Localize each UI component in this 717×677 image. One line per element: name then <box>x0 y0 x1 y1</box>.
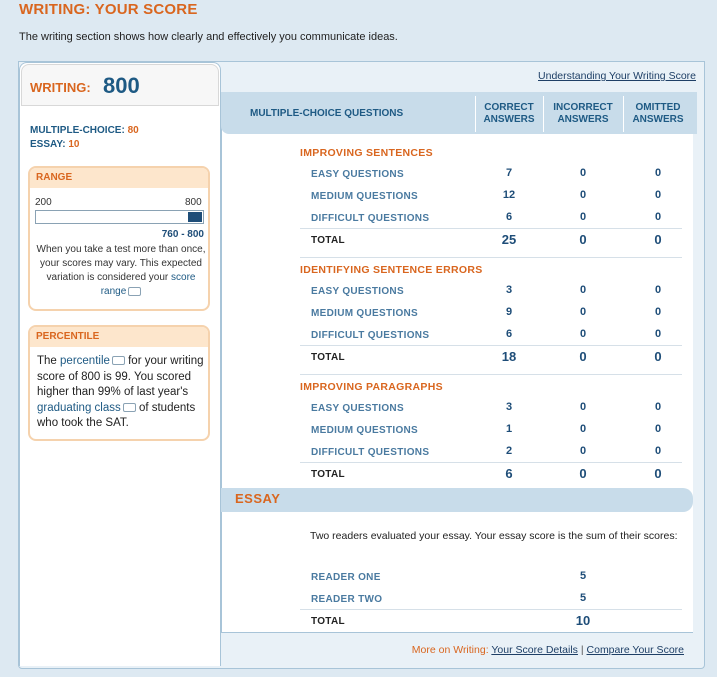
reader-two-label: READER TWO <box>311 594 383 605</box>
incorrect-value: 0 <box>579 328 587 340</box>
header-incorrect: INCORRECT ANSWERS <box>553 102 613 125</box>
percentile-text-mid: for your writing score of 800 is 99. You scored higher than 99% of last year's <box>37 355 204 398</box>
row-divider <box>300 462 682 463</box>
percentile-heading: PERCENTILE <box>30 327 208 347</box>
range-max: 800 <box>185 197 202 208</box>
section-title: IMPROVING SENTENCES <box>300 147 433 159</box>
range-heading: RANGE <box>30 168 208 188</box>
correct-value: 6 <box>505 211 513 223</box>
incorrect-value: 0 <box>579 306 587 318</box>
omitted-value: 0 <box>654 445 662 457</box>
total-incorrect: 0 <box>579 466 587 481</box>
omitted-value: 0 <box>654 189 662 201</box>
row-label: DIFFICULT QUESTIONS <box>311 213 430 224</box>
section-title: IMPROVING PARAGRAPHS <box>300 381 443 393</box>
range-min: 200 <box>35 197 52 208</box>
total-omitted: 0 <box>654 232 662 247</box>
incorrect-value: 0 <box>579 167 587 179</box>
total-omitted: 0 <box>654 349 662 364</box>
row-label: EASY QUESTIONS <box>311 169 404 180</box>
page-description: The writing section shows how clearly and effectively you communicate ideas. <box>19 31 398 43</box>
range-marker <box>188 212 202 222</box>
total-label: TOTAL <box>311 352 345 363</box>
incorrect-value: 0 <box>579 211 587 223</box>
reader-one-value: 5 <box>579 570 587 582</box>
footer-links <box>412 644 684 656</box>
omitted-value: 0 <box>654 211 662 223</box>
header-divider <box>623 96 624 132</box>
row-label: MEDIUM QUESTIONS <box>311 425 419 436</box>
footer-prefix: More on Writing: <box>411 644 489 656</box>
row-label: MEDIUM QUESTIONS <box>311 191 419 202</box>
correct-value: 7 <box>505 167 513 179</box>
correct-value: 1 <box>505 423 513 435</box>
row-label: EASY QUESTIONS <box>311 403 404 414</box>
omitted-value: 0 <box>654 167 662 179</box>
percentile-link[interactable]: percentile <box>60 355 110 367</box>
page-title: WRITING: YOUR SCORE <box>19 1 198 18</box>
understanding-score-link[interactable]: Understanding Your Writing Score <box>538 70 696 82</box>
multiple-choice-score <box>30 125 139 136</box>
section-divider <box>300 257 682 258</box>
essay-score <box>30 139 79 150</box>
incorrect-value: 0 <box>579 401 587 413</box>
total-correct: 18 <box>501 349 517 364</box>
essay-total-label: TOTAL <box>311 616 345 627</box>
row-divider <box>300 228 682 229</box>
header-divider <box>543 96 544 132</box>
section-divider <box>300 374 682 375</box>
compare-score-link[interactable]: Compare Your Score <box>586 644 684 656</box>
percentile-text <box>37 354 209 432</box>
incorrect-value: 0 <box>579 284 587 296</box>
percentile-text-before: The <box>37 355 57 367</box>
range-description: When you take a test more than once, your scores may vary. This expected variation is considered your <box>36 244 206 283</box>
correct-value: 12 <box>502 189 516 201</box>
essay-total-value: 10 <box>575 613 591 628</box>
speech-bubble-icon[interactable] <box>128 287 141 296</box>
header-omitted: OMITTED ANSWERS <box>632 102 684 125</box>
footer-divider <box>221 632 693 633</box>
score-range-link[interactable]: score range <box>100 272 196 297</box>
range-bar <box>35 210 204 224</box>
total-omitted: 0 <box>654 466 662 481</box>
essay-description: Two readers evaluated your essay. Your essay score is the sum of their scores: <box>310 530 678 542</box>
right-panel <box>221 92 693 633</box>
row-divider <box>300 609 682 610</box>
total-label: TOTAL <box>311 469 345 480</box>
essay-score-label: ESSAY: <box>30 139 66 150</box>
incorrect-value: 0 <box>579 445 587 457</box>
speech-bubble-icon[interactable] <box>123 403 136 412</box>
writing-score-value: 800 <box>103 73 140 98</box>
essay-header <box>221 488 693 512</box>
reader-two-value: 5 <box>579 592 587 604</box>
omitted-value: 0 <box>654 401 662 413</box>
total-correct: 25 <box>501 232 517 247</box>
omitted-value: 0 <box>654 423 662 435</box>
header-correct: CORRECT ANSWERS <box>483 102 535 125</box>
graduating-class-link[interactable]: graduating class <box>37 401 121 414</box>
incorrect-value: 0 <box>579 423 587 435</box>
correct-value: 2 <box>505 445 513 457</box>
omitted-value: 0 <box>654 306 662 318</box>
row-label: MEDIUM QUESTIONS <box>311 308 419 319</box>
multiple-choice-value: 80 <box>127 125 139 136</box>
range-value: 760 - 800 <box>161 229 204 240</box>
row-divider <box>300 345 682 346</box>
correct-value: 6 <box>505 328 513 340</box>
multiple-choice-label: MULTIPLE-CHOICE: <box>30 125 125 136</box>
row-label: DIFFICULT QUESTIONS <box>311 330 430 341</box>
omitted-value: 0 <box>654 328 662 340</box>
section-title: IDENTIFYING SENTENCE ERRORS <box>300 264 483 276</box>
row-label: EASY QUESTIONS <box>311 286 404 297</box>
omitted-value: 0 <box>654 284 662 296</box>
correct-value: 3 <box>505 284 513 296</box>
reader-one-label: READER ONE <box>311 572 381 583</box>
footer-separator: | <box>580 644 584 656</box>
total-correct: 6 <box>505 466 513 481</box>
essay-score-value: 10 <box>68 139 80 150</box>
correct-value: 3 <box>505 401 513 413</box>
speech-bubble-icon[interactable] <box>112 356 125 365</box>
correct-value: 9 <box>505 306 513 318</box>
total-label: TOTAL <box>311 235 345 246</box>
incorrect-value: 0 <box>579 189 587 201</box>
essay-title: ESSAY <box>235 491 281 506</box>
score-details-link[interactable]: Your Score Details <box>491 644 578 656</box>
header-divider <box>475 96 476 132</box>
range-text <box>36 243 206 299</box>
header-questions: MULTIPLE-CHOICE QUESTIONS <box>250 108 404 119</box>
row-label: DIFFICULT QUESTIONS <box>311 447 430 458</box>
percentile-text-after: of students who took the SAT. <box>37 401 196 429</box>
writing-score-label: WRITING: <box>30 80 91 95</box>
total-incorrect: 0 <box>579 349 587 364</box>
total-incorrect: 0 <box>579 232 587 247</box>
